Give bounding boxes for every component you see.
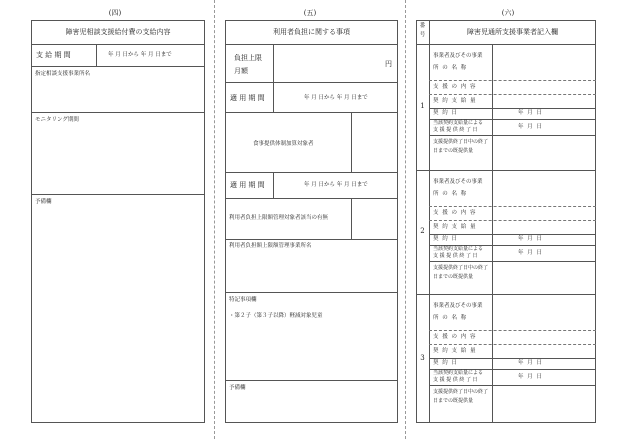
meal-addition-label: 食事提供体制加算対象者 xyxy=(253,141,314,147)
row-divider-dashed xyxy=(429,206,596,207)
apply-period-value-2: 年 月 日から 年 月 日まで xyxy=(304,182,368,188)
row-provider-line1: 事業者及びその事業 xyxy=(433,303,483,309)
row-content: 支 援 の 内 容 xyxy=(433,209,477,216)
row-divider-dashed xyxy=(429,344,596,345)
header-number-2: 号 xyxy=(419,32,426,38)
panel-6-label: (六) xyxy=(501,9,515,17)
panel-6-title: 障害児通所支援事業者記入欄 xyxy=(467,28,558,36)
row-divider xyxy=(429,234,596,235)
panel-4-title: 障害児相談支援給付費の支給内容 xyxy=(65,28,171,36)
special-notes-item: ・第２子（第３子以降）軽減対象児童 xyxy=(229,313,323,319)
row-ymd-value: 年 月 日 xyxy=(518,236,543,242)
row-divider xyxy=(429,108,596,109)
apply-period-value-1: 年 月 日から 年 月 日まで xyxy=(304,95,368,101)
row-ymd-value: 年 月 日 xyxy=(518,373,543,380)
entry-col-divider xyxy=(492,170,493,294)
entry-divider xyxy=(416,294,596,295)
row-amount: 契 約 支 給 量 xyxy=(433,223,477,230)
row-amount: 契 約 支 給 量 xyxy=(433,97,477,104)
row-divider xyxy=(429,261,596,262)
row-remaining-line2: 日までの既提供量 xyxy=(433,148,474,154)
entry-number: 2 xyxy=(420,227,425,235)
panel-5-notes-label: 予備欄 xyxy=(229,385,246,391)
row-remaining-line1: 支援提供終了日中の終了 xyxy=(433,139,489,145)
row-remaining-line2: 日までの既提供量 xyxy=(433,398,474,404)
cap-label-2: 月額 xyxy=(234,67,248,75)
row-start-line2: 支 援 提 供 終 了 日 xyxy=(433,253,478,259)
panel-5-label: (五) xyxy=(303,9,317,17)
row-divider xyxy=(429,358,596,359)
entry-col-divider xyxy=(492,44,493,170)
row-provider-line1: 事業者及びその事業 xyxy=(433,179,483,185)
row-start-line2: 支 援 提 供 終 了 日 xyxy=(433,377,478,383)
row-content: 支 援 の 内 容 xyxy=(433,83,477,90)
mgmt-office-label: 利用者負担額上限額管理事業所名 xyxy=(229,243,312,249)
row-divider-dashed xyxy=(429,220,596,221)
row-divider-dashed xyxy=(429,80,596,81)
row-contract-date: 契 約 日 xyxy=(433,360,458,366)
payment-period-value: 年 月 日から 年 月 日まで xyxy=(108,52,172,58)
row-amount: 契 約 支 給 量 xyxy=(433,347,477,354)
row-provider-line2: 所 の 名 称 xyxy=(433,315,468,321)
monitoring-period-label: モニタリング期間 xyxy=(35,117,79,123)
row-contract-date: 契 約 日 xyxy=(433,236,458,242)
designated-office-label: 指定相談支援事業所名 xyxy=(35,71,91,77)
row-provider-line1: 事業者及びその事業 xyxy=(433,53,483,59)
row-divider xyxy=(429,385,596,386)
row-ymd-value: 年 月 日 xyxy=(518,360,543,366)
row-start-line1: 当該契約支給量による xyxy=(433,120,484,126)
panel-5-title: 利用者負担に関する事項 xyxy=(273,28,350,36)
row-provider-line2: 所 の 名 称 xyxy=(433,191,468,197)
panel-4-notes-label: 予備欄 xyxy=(35,199,52,205)
row-contract-date: 契 約 日 xyxy=(433,110,458,116)
panel-separator-right xyxy=(405,0,406,439)
cap-label-1: 負担上限 xyxy=(234,54,262,62)
row-start-line1: 当該契約支給量による xyxy=(433,370,484,376)
apply-period-label-1: 適 用 期 間 xyxy=(230,94,265,102)
panel-separator-left xyxy=(214,0,215,439)
row-start-line1: 当該契約支給量による xyxy=(433,246,484,252)
payment-period-label: 支 給 期 間 xyxy=(36,51,71,59)
header-number-1: 番 xyxy=(419,23,426,29)
row-divider-dashed xyxy=(429,330,596,331)
panel-4-label: (四) xyxy=(108,9,122,17)
entry-number: 3 xyxy=(420,353,425,362)
row-remaining-line1: 支援提供終了日中の終了 xyxy=(433,265,489,271)
row-remaining-line1: 支援提供終了日中の終了 xyxy=(433,389,489,395)
row-ymd-value: 年 月 日 xyxy=(518,123,543,130)
row-provider-line2: 所 の 名 称 xyxy=(433,65,468,71)
row-remaining-line2: 日までの既提供量 xyxy=(433,274,474,280)
row-ymd-value: 年 月 日 xyxy=(518,249,543,256)
special-notes-label: 特記事項欄 xyxy=(229,297,257,303)
row-ymd-value: 年 月 日 xyxy=(518,110,543,116)
entry-divider xyxy=(416,170,596,171)
row-content: 支 援 の 内 容 xyxy=(433,333,477,340)
cap-unit: 円 xyxy=(385,60,392,68)
entry-number: 1 xyxy=(420,102,425,110)
apply-period-label-2: 適 用 期 間 xyxy=(230,181,265,189)
row-start-line2: 支 援 提 供 終 了 日 xyxy=(433,127,478,133)
panel-4-frame xyxy=(31,20,205,423)
row-divider-dashed xyxy=(429,94,596,95)
mgmt-target-label: 利用者負担上限額管理対象者該当の有無 xyxy=(229,215,329,221)
row-divider xyxy=(429,135,596,136)
